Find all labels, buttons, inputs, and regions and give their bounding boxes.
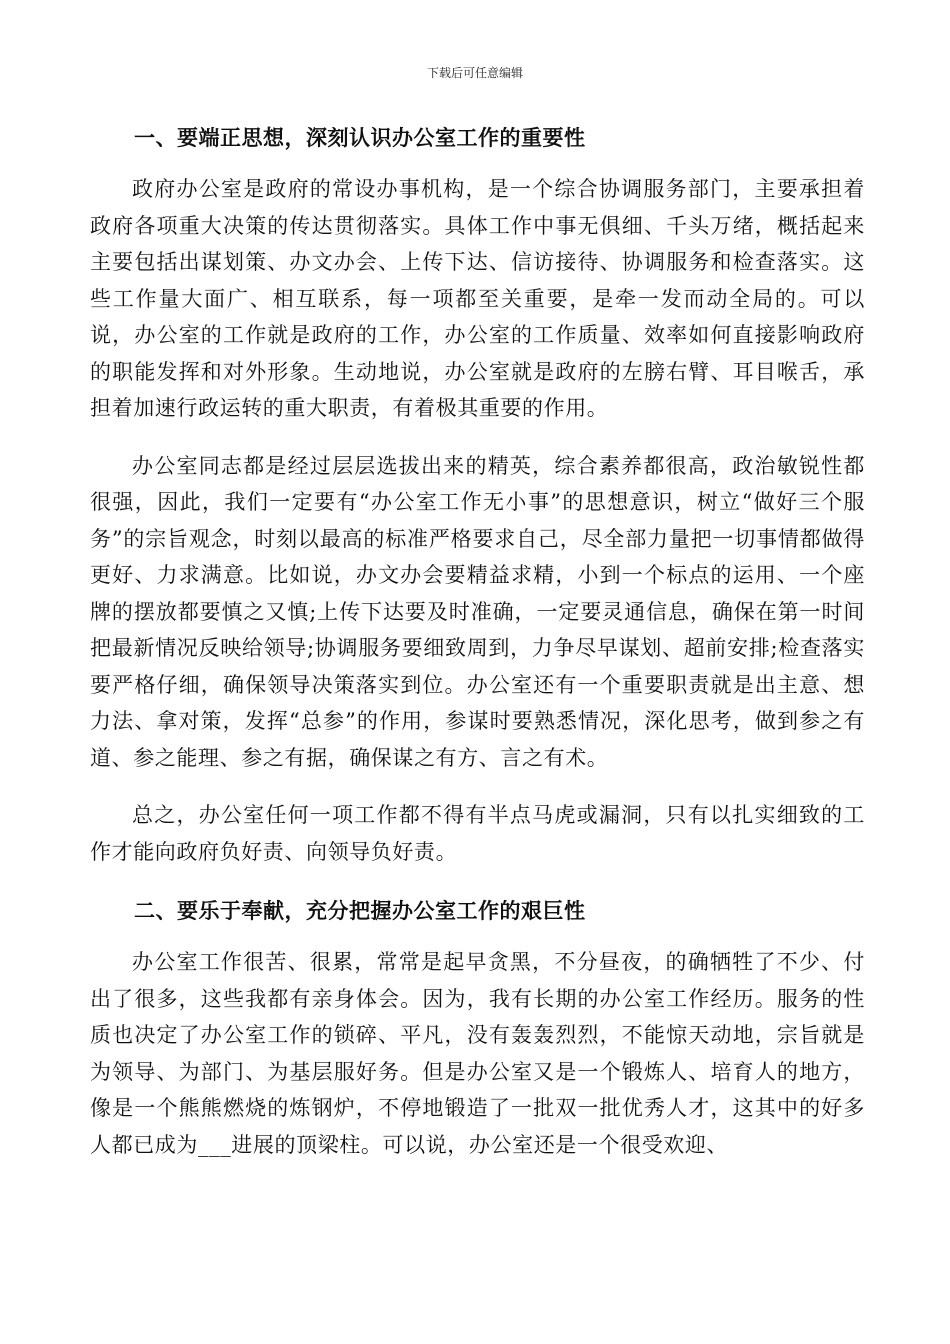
section-heading-1: 一、要端正思想，深刻认识办公室工作的重要性	[134, 125, 586, 150]
section-heading-2: 二、要乐于奉献，充分把握办公室工作的艰巨性	[134, 898, 586, 923]
spacer	[90, 427, 865, 448]
paragraph-1-1: 政府办公室是政府的常设办事机构，是一个综合协调服务部门，主要承担着政府各项重大决策的传达贯彻落实。具体工作中事无俱细、千头万绪，概括起来主要包括出谋划策、办文办会、上传下达、信访接待、协调服务和检查落实。这些工作量大面广、相互联系，每一项都至关重要，是牵一发而动全局的。可以说，办公室的工作就是政府的工作，办公室的工作质量、效率如何直接影响政府的职能发挥和对外形象。生动地说，办公室就是政府的左膀右臂、耳目喉舌，承担着加速行政运转的重大职责，有着极其重要的作用。	[90, 177, 865, 420]
document-body	[90, 118, 865, 1163]
spacer	[90, 776, 865, 797]
page-header: 下载后可任意编辑	[426, 66, 523, 80]
spacer	[90, 931, 865, 944]
paragraph-2-1: 办公室工作很苦、很累，常常是起早贪黑，不分昼夜，的确牺牲了不少、付出了很多，这些我都有亲身体会。因为，我有长期的办公室工作经历。服务的性质也决定了办公室工作的锁碎、平凡，没有轰轰烈烈，不能惊天动地，宗旨就是为领导、为部门、为基层服好务。但是办公室又是一个锻炼人、培育人的地方，像是一个熊熊燃烧的炼钢炉，不停地锻造了一批双一批优秀人才，这其中的好多人都已成为___进展的顶梁柱。可以说，办公室还是一个很受欢迎、	[90, 950, 865, 1157]
paragraph-1-3: 总之，办公室任何一项工作都不得有半点马虎或漏洞，只有以扎实细致的工作才能向政府负好责、向领导负好责。	[90, 803, 865, 864]
spacer	[90, 158, 865, 171]
paragraph-1-2: 办公室同志都是经过层层选拔出来的精英，综合素养都很高，政治敏锐性都很强，因此，我们一定要有“办公室工作无小事”的思想意识，树立“做好三个服务”的宗旨观念，时刻以最高的标准严格要求自己，尽全部力量把一切事情都做得更好、力求满意。比如说，办文办会要精益求精，小到一个标点的运用、一个座牌的摆放都要慎之又慎;上传下达要及时准确，一定要灵通信息，确保在第一时间把最新情况反映给领导;协调服务要细致周到，力争尽早谋划、超前安排;检查落实要严格仔细，确保领导决策落实到位。办公室还有一个重要职责就是出主意、想力法、拿对策，发挥“总参”的作用，参谋时要熟悉情况，深化思考，做到参之有道、参之能理、参之有据，确保谋之有方、言之有术。	[90, 453, 865, 770]
spacer	[90, 870, 865, 891]
